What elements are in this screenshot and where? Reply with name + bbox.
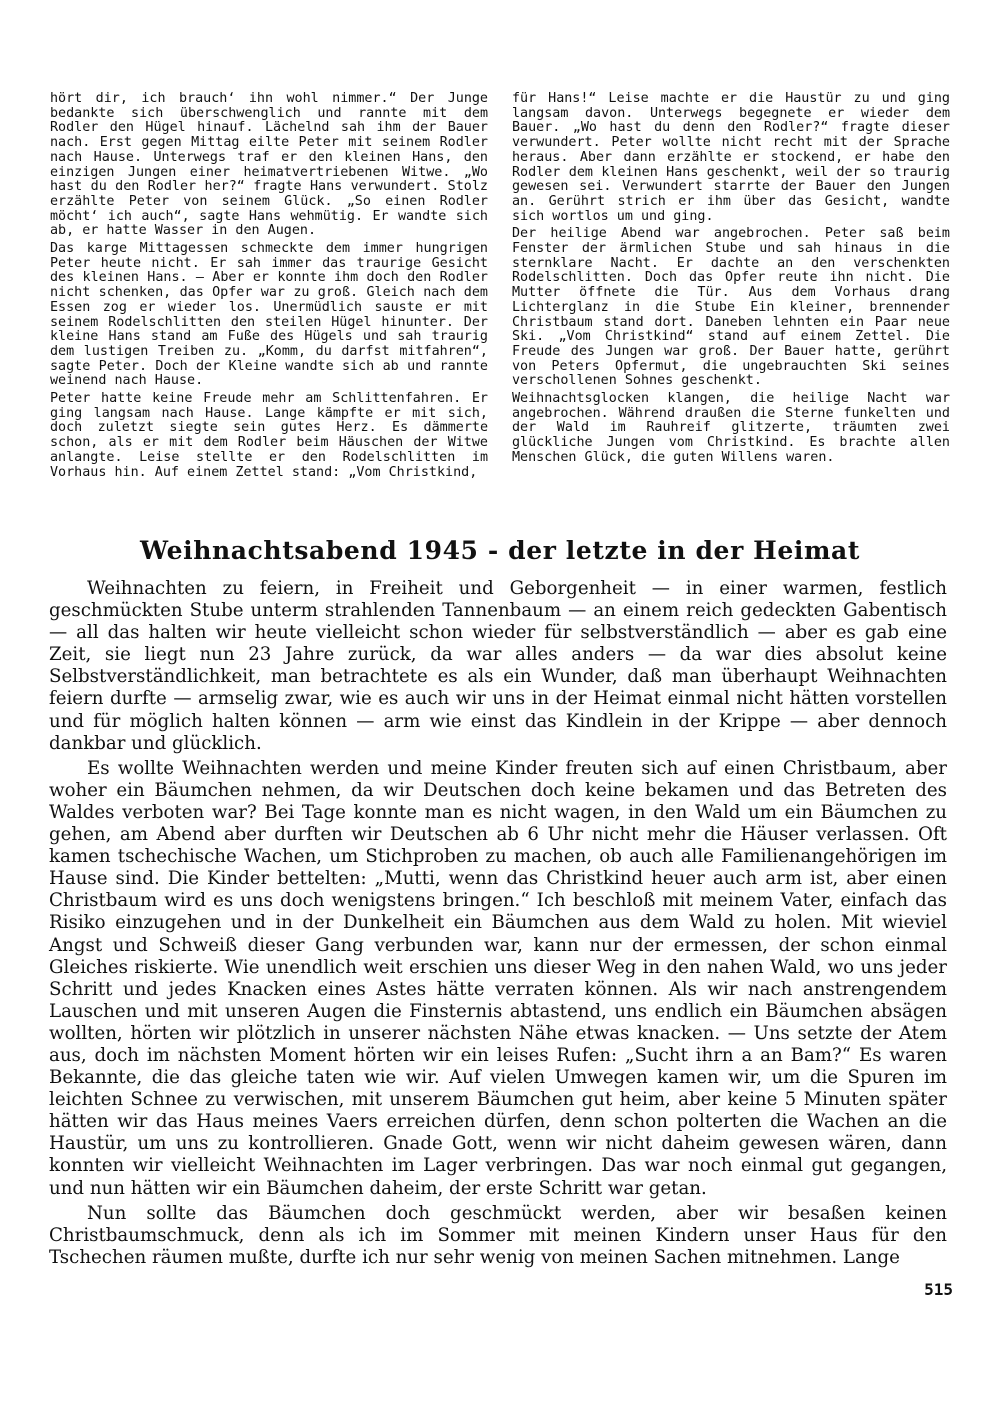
right-column	[512, 92, 950, 466]
article-paragraph: Weihnachten zu feiern, in Freiheit und Geborgenheit — in einer warmen, festlich geschmückten Stube unterm strahlenden Tannenbaum — an einem reich gedeckten Gabentisch — all das halten wir heute vielleicht schon wieder für selbstverständlich — aber es gab eine Zeit, sie liegt nun 23 Jahre zurück, da war alles anders — da war dies absolut keine Selbstverständlichkeit, man betrachtete es als ein Wunder, daß man überhaupt Weihnachten feiern durfte — armselig zwar, wie es auch wir uns in der Heimat einmal nicht hätten vorstellen und für möglich halten können — arm wie einst das Kindlein in der Krippe — aber dennoch dankbar und glücklich.	[49, 578, 947, 754]
left-column-paragraph: Peter hatte keine Freude mehr am Schlittenfahren. Er ging langsam nach Hause. Lange kämpfte er mit sich, doch zuletzt siegte sein gutes Herz. Es dämmerte schon, als er mit dem Rodler beim Häuschen der Witwe anlangte. Leise stellte er den Rodelschlitten im Vorhaus hin. Auf einem Zettel stand: „Vom Christkind,	[50, 391, 488, 480]
right-column-paragraph: für Hans!“ Leise machte er die Haustür zu und ging langsam davon. Unterwegs begegnete er wieder dem Bauer. „Wo hast du denn den Rodler?“ fragte dieser verwundert. Peter wollte nicht recht mit der Sprache heraus. Aber dann erzählte er stockend, er habe den Rodler dem kleinen Hans geschenkt, weil der so traurig gewesen sei. Verwundert starrte der Bauer den Jungen an. Gerührt strich er ihm über das Gesicht, wandte sich wortlos um und ging.	[512, 91, 950, 224]
left-column-paragraph: Das karge Mittagessen schmeckte dem immer hungrigen Peter heute nicht. Er sah immer das traurige Gesicht des kleinen Hans. — Aber er konnte ihm doch den Rodler nicht schenken, das Opfer war zu groß. Gleich nach dem Essen zog er wieder los. Unermüdlich sauste er mit seinem Rodelschlitten den steilen Hügel hinunter. Der kleine Hans stand am Fuße des Hügels und sah traurig dem lustigen Treiben zu. „Komm, du darfst mitfahren“, sagte Peter. Doch der Kleine wandte sich ab und rannte weinend nach Hause.	[50, 241, 488, 389]
right-column-paragraph: Der heilige Abend war angebrochen. Peter saß beim Fenster der ärmlichen Stube und sah hinaus in die sternklare Nacht. Er dachte an den verschenkten Rodelschlitten. Doch das Opfer reute ihn nicht. Die Mutter öffnete die Tür. Aus dem Vorhaus drang Lichterglanz in die Stube Ein kleiner, brennender Christbaum stand dort. Daneben lehnten ein Paar neue Ski. „Vom Christkind“ stand auf einem Zettel. Die Freude des Jungen war groß. Der Bauer hatte, gerührt von Peters Opfermut, die ungebrauchten Ski seines verschollenen Sohnes geschenkt.	[512, 226, 950, 389]
left-column	[50, 92, 488, 480]
article-headline: Weihnachtsabend 1945 - der letzte in der Heimat	[140, 536, 860, 565]
right-column-paragraph: Weihnachtsglocken klangen, die heilige Nacht war angebrochen. Während draußen die Sterne funkelten und der Wald im Rauhreif glitzerte, träumten zwei glückliche Jungen vom Christkind. Es brachte allen Menschen Glück, die guten Willens waren.	[512, 391, 950, 465]
article-paragraph: Es wollte Weihnachten werden und meine Kinder freuten sich auf einen Christbaum, aber woher ein Bäumchen nehmen, da wir Deutschen doch keine bekamen und das Betreten des Waldes verboten war? Bei Tage konnte man es nicht wagen, in den Wald um ein Bäumchen zu gehen, am Abend aber durften wir Deutschen ab 6 Uhr nicht mehr die Häuser verlassen. Oft kamen tschechische Wachen, um Stichproben zu machen, ob auch alle Familienangehörigen im Hause sind. Die Kinder bettelten: „Mutti, wenn das Christkind heuer auch arm ist, aber einen Christbaum wird es uns doch wenigstens bringen.“ Ich beschloß mit meinem Vater, einfach das Risiko einzugehen und in der Dunkelheit ein Bäumchen aus dem Wald zu holen. Mit wieviel Angst und Schweiß dieser Gang verbunden war, kann nur der ermessen, der schon einmal Gleiches riskierte. Wie unendlich weit erschien uns dieser Weg in den nahen Wald, wo uns jeder Schritt und jedes Knacken eines Astes hätte verraten können. Als wir nach anstrengendem Lauschen und mit unseren Augen die Finsternis abtastend, uns endlich ein Bäumchen absägen wollten, hörten wir plötzlich in unserer nächsten Nähe etwas knacken. — Uns setzte der Atem aus, doch im nächsten Moment hörten wir ein leises Rufen: „Sucht ihrn a an Bam?“ Es waren Bekannte, die das gleiche taten wie wir. Auf vielen Umwegen kamen wir, um die Spuren im leichten Schnee zu verwischen, mit unserem Bäumchen gut heim, aber keine 5 Minuten später hätten wir das Haus meines Vaers erreichen dürfen, denn schon polterten die Wachen an die Haustür, um uns zu kontrollieren. Gnade Gott, wenn wir nicht daheim gewesen wären, dann konnten wir vielleicht Weihnachten im Lager verbringen. Das war noch einmal gut gegangen, und nun hätten wir ein Bäumchen daheim, der erste Schritt war getan.	[49, 757, 947, 1199]
article-paragraph: Nun sollte das Bäumchen doch geschmückt werden, aber wir besaßen keinen Christbaumschmuck, denn als ich im Sommer mit meinen Kindern unser Haus für den Tschechen räumen mußte, durfte ich nur sehr wenig von meinen Sachen mitnehmen. Lange	[49, 1202, 947, 1268]
left-column-paragraph: hört dir, ich brauch‘ ihn wohl nimmer.“ Der Junge bedankte sich überschwenglich und rannte mit dem Rodler den Hügel hinauf. Lächelnd sah ihm der Bauer nach. Erst gegen Mittag eilte Peter mit seinem Rodler nach Hause. Unterwegs traf er den kleinen Hans, den einzigen Jungen einer heimatvertriebenen Witwe. „Wo hast du den Rodler her?“ fragte Hans verwundert. Stolz erzählte Peter von seinem Glück. „So einen Rodler möcht‘ ich auch“, sagte Hans wehmütig. Er wandte sich ab, er hatte Wasser in den Augen.	[50, 91, 488, 239]
page-number: 515	[924, 1280, 953, 1299]
article-body	[49, 578, 947, 1269]
story-continuation	[50, 92, 950, 512]
